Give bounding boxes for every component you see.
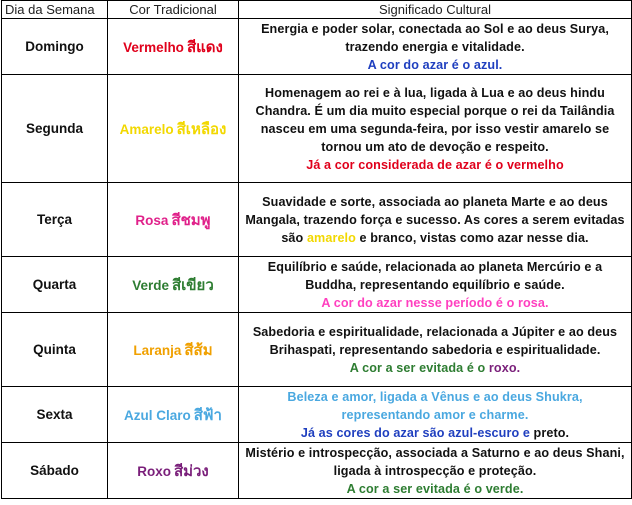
day-cell: Segunda — [2, 75, 108, 183]
meaning-cell — [239, 387, 632, 443]
unlucky-color-note — [243, 294, 627, 312]
table-row — [2, 75, 632, 183]
header-row — [2, 1, 632, 19]
color-name-pt: Amarelo — [119, 121, 174, 137]
unlucky-color-note — [243, 56, 627, 74]
meaning-cell — [239, 19, 632, 75]
note-segment: Já as cores do azar são azul-escuro e — [300, 425, 534, 440]
color-name-thai: สีม่วง — [173, 462, 209, 480]
meaning-cell — [239, 75, 632, 183]
color-name-thai: สีแดง — [186, 38, 223, 56]
color-name-pt: Rosa — [135, 212, 169, 228]
color-cell — [108, 443, 239, 499]
table-row — [2, 443, 632, 499]
color-name-pt: Verde — [132, 277, 170, 293]
table-row — [2, 257, 632, 313]
meaning-text: Beleza e amor, ligada a Vênus e ao deus Shukra, representando amor e charme. — [287, 389, 583, 422]
day-cell: Domingo — [2, 19, 108, 75]
day-cell: Terça — [2, 183, 108, 257]
meaning-cell — [239, 257, 632, 313]
color-name-thai: สีเหลือง — [176, 120, 227, 138]
unlucky-color-note — [243, 424, 627, 442]
meaning-text: Sabedoria e espiritualidade, relacionada a Júpiter e ao deus Brihaspati, representando sabedoria e espiritualidade. — [252, 324, 618, 357]
note-segment: A cor a ser evitada é o verde. — [346, 481, 524, 496]
color-cell — [108, 183, 239, 257]
meaning-text — [245, 195, 624, 245]
table-row — [2, 313, 632, 387]
table-row — [2, 387, 632, 443]
weekday-colors-table — [1, 0, 632, 499]
meaning-text: Mistério e introspecção, associada a Saturno e ao deus Shani, ligada à introspecção e proteção. — [245, 445, 625, 478]
header-day: Dia da Semana — [2, 1, 108, 19]
note-segment: A cor do azar nesse período é o rosa. — [321, 295, 549, 310]
color-cell — [108, 75, 239, 183]
meaning-cell — [239, 313, 632, 387]
note-segment: A cor a ser evitada é o — [349, 360, 489, 375]
color-name-pt: Roxo — [137, 463, 171, 479]
day-cell: Sexta — [2, 387, 108, 443]
day-cell: Quarta — [2, 257, 108, 313]
color-name-thai: สีชมพู — [171, 211, 211, 229]
unlucky-color-note — [243, 359, 627, 377]
color-name-pt: Azul Claro — [124, 407, 191, 423]
color-cell — [108, 313, 239, 387]
table-row — [2, 19, 632, 75]
color-name-pt: Laranja — [133, 342, 182, 358]
color-cell — [108, 19, 239, 75]
unlucky-color-note — [243, 156, 627, 174]
table-row — [2, 183, 632, 257]
meaning-text-segment: Suavidade e sorte, associada ao planeta Marte e ao deus Mangala, trazendo força e sucesso. As cores a serem evitadas são — [245, 194, 625, 245]
note-segment: Já a cor considerada de azar é o vermelho — [306, 157, 564, 172]
color-name-thai: สีฟ้า — [193, 406, 222, 424]
meaning-cell — [239, 443, 632, 499]
day-cell: Sábado — [2, 443, 108, 499]
day-cell: Quinta — [2, 313, 108, 387]
header-meaning: Significado Cultural — [239, 1, 632, 19]
note-segment: preto. — [533, 425, 570, 440]
meaning-cell — [239, 183, 632, 257]
meaning-text-segment: e branco, vistas como azar nesse dia. — [355, 230, 589, 245]
meaning-text-segment: amarelo — [306, 230, 356, 245]
color-cell — [108, 387, 239, 443]
header-color: Cor Tradicional — [108, 1, 239, 19]
note-segment: roxo. — [488, 360, 521, 375]
meaning-text: Equilíbrio e saúde, relacionada ao planeta Mercúrio e a Buddha, representando equilíbrio e saúde. — [267, 259, 603, 292]
color-name-thai: สีส้ม — [184, 341, 213, 359]
note-segment: A cor do azar é o azul. — [367, 57, 503, 72]
color-name-thai: สีเขียว — [172, 276, 214, 294]
meaning-text: Energia e poder solar, conectada ao Sol e ao deus Surya, trazendo energia e vitalidade. — [261, 21, 609, 54]
unlucky-color-note — [243, 480, 627, 498]
meaning-text: Homenagem ao rei e à lua, ligada à Lua e ao deus hindu Chandra. É um dia muito especial porque o rei da Tailândia nasceu em uma segunda-feira, por isso vestir amarelo se tornou um ato de devoção e respeito. — [255, 85, 615, 154]
color-name-pt: Vermelho — [123, 39, 184, 55]
color-cell — [108, 257, 239, 313]
